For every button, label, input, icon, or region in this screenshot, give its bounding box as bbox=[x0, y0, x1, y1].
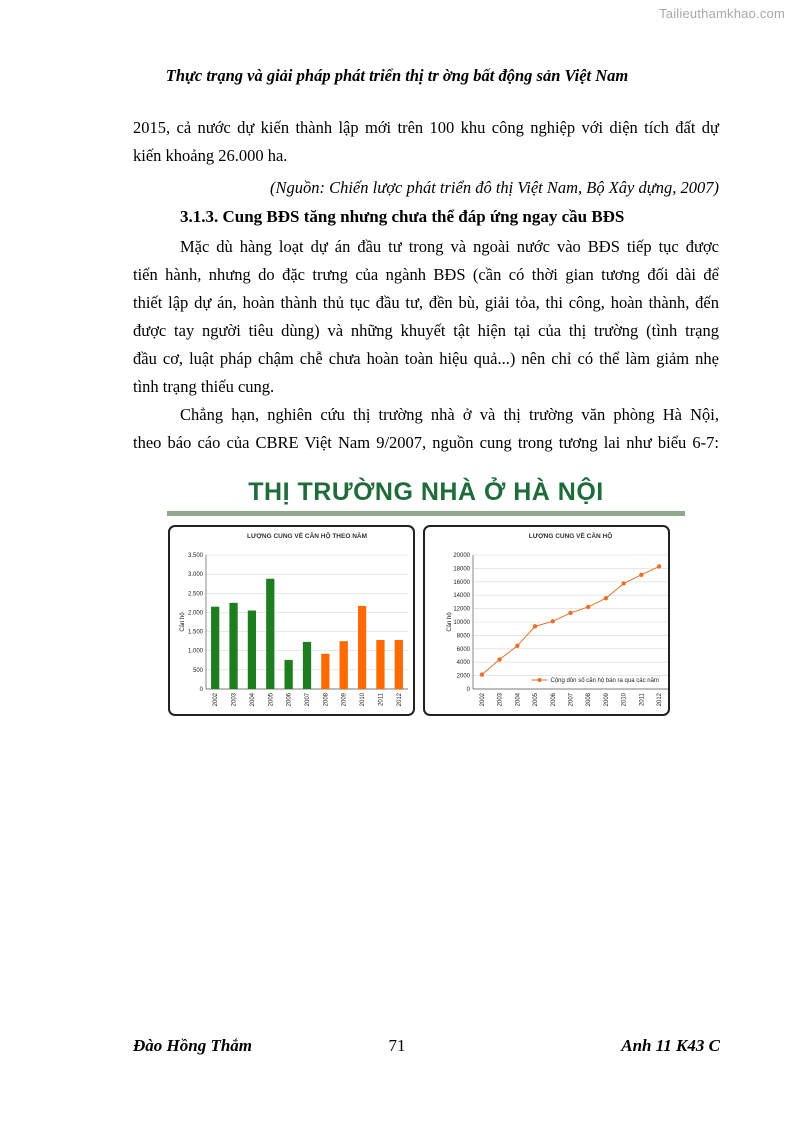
x-tick-label: 2011 bbox=[639, 693, 646, 706]
data-point bbox=[480, 672, 484, 676]
footer-class: Anh 11 K43 C bbox=[621, 1036, 720, 1055]
x-tick-label: 2008 bbox=[586, 693, 593, 707]
y-tick-label: 2.000 bbox=[187, 610, 203, 617]
x-tick-label: 2004 bbox=[515, 693, 522, 707]
x-tick-label: 2006 bbox=[550, 693, 557, 707]
x-tick-label: 2011 bbox=[378, 693, 385, 706]
data-point bbox=[604, 596, 608, 600]
x-tick-label: 2002 bbox=[479, 693, 486, 707]
x-tick-label: 2004 bbox=[249, 693, 256, 707]
footer-author: Đào Hồng Thắm bbox=[133, 1036, 253, 1055]
paragraph-1-line-2: kiến khoảng 26.000 ha. bbox=[133, 146, 288, 165]
bar bbox=[321, 654, 329, 689]
y-tick-label: 1.000 bbox=[187, 648, 203, 655]
x-tick-label: 2012 bbox=[657, 693, 664, 707]
x-tick-label: 2009 bbox=[341, 693, 348, 707]
x-tick-label: 2003 bbox=[497, 693, 504, 707]
figure-title: THỊ TRƯỜNG NHÀ Ở HÀ NỘI bbox=[248, 478, 604, 506]
watermark: Tailieuthamkhao.com bbox=[659, 6, 785, 21]
data-point bbox=[515, 644, 519, 648]
chart-title: LƯỢNG CUNG VỀ CĂN HỘ THEO NĂM bbox=[247, 533, 367, 540]
x-tick-label: 2010 bbox=[360, 693, 367, 707]
section-heading: 3.1.3. Cung BĐS tăng nhưng chưa thể đáp ứng ngay cầu BĐS bbox=[180, 207, 625, 226]
legend-swatch-marker bbox=[538, 678, 542, 682]
y-tick-label: 12000 bbox=[453, 606, 470, 613]
series-line bbox=[482, 566, 659, 674]
bar bbox=[248, 611, 256, 689]
data-point bbox=[533, 624, 537, 628]
bar bbox=[358, 606, 366, 689]
line-chart bbox=[425, 527, 668, 714]
paragraph-2-line-1: Mặc dù hàng loạt dự án đầu tư trong và ngoài nước vào BĐS tiếp tục được bbox=[180, 237, 719, 256]
bar bbox=[229, 603, 237, 689]
bar bbox=[395, 640, 403, 689]
legend-label: Cộng dồn số căn hộ bán ra qua các năm bbox=[550, 678, 659, 684]
paragraph-2-line-5: đầu cơ, luật pháp chậm chễ chưa hoàn toàn hiệu quả...) nên chỉ có thể làm giảm nhẹ bbox=[133, 349, 719, 368]
data-point bbox=[657, 564, 661, 568]
bar bbox=[303, 642, 311, 689]
bar bbox=[285, 660, 293, 689]
bar bbox=[376, 640, 384, 689]
x-tick-label: 2007 bbox=[568, 693, 575, 707]
y-tick-label: 16000 bbox=[453, 579, 470, 586]
y-tick-label: 0 bbox=[199, 687, 203, 693]
data-point bbox=[551, 619, 555, 623]
data-point bbox=[497, 657, 501, 661]
y-tick-label: 3.000 bbox=[187, 572, 203, 579]
paragraph-2-line-3: thiết lập dự án, hoàn thành thủ tục đầu tư, đền bù, giải tỏa, thi công, hoàn thành, đến bbox=[133, 293, 719, 312]
bar-chart-panel bbox=[168, 525, 415, 716]
bar bbox=[340, 641, 348, 689]
bar bbox=[211, 607, 219, 689]
figure-title-rule bbox=[167, 511, 685, 516]
x-tick-label: 2002 bbox=[213, 693, 220, 707]
y-axis-label: Căn hộ bbox=[180, 612, 186, 632]
x-tick-label: 2006 bbox=[286, 693, 293, 707]
x-tick-label: 2010 bbox=[621, 693, 628, 707]
chart-title: LƯỢNG CUNG VỀ CĂN HỘ bbox=[528, 533, 613, 540]
y-tick-label: 6000 bbox=[456, 646, 470, 653]
y-tick-label: 500 bbox=[192, 667, 203, 674]
data-point bbox=[639, 573, 643, 577]
y-tick-label: 2000 bbox=[456, 673, 470, 680]
x-tick-label: 2008 bbox=[323, 693, 330, 707]
y-tick-label: 2.500 bbox=[187, 591, 203, 598]
line-chart-panel bbox=[423, 525, 670, 716]
y-tick-label: 14000 bbox=[453, 593, 470, 600]
y-tick-label: 0 bbox=[466, 687, 470, 693]
x-tick-label: 2007 bbox=[305, 693, 311, 707]
page-number: 71 bbox=[388, 1036, 406, 1055]
x-tick-label: 2012 bbox=[396, 693, 403, 707]
y-tick-label: 3.500 bbox=[187, 553, 203, 559]
paragraph-3-line-1: Chẳng hạn, nghiên cứu thị trường nhà ở và thị trường văn phòng Hà Nội, bbox=[180, 405, 719, 424]
y-tick-label: 4000 bbox=[456, 660, 470, 667]
running-header: Thực trạng và giải pháp phát triển thị tr ờng bất động sản Việt Nam bbox=[165, 66, 629, 85]
y-tick-label: 10000 bbox=[453, 620, 470, 626]
bar bbox=[266, 579, 274, 689]
y-axis-label: Căn hộ bbox=[447, 612, 453, 632]
paragraph-1-line-1: 2015, cả nước dự kiến thành lập mới trên 100 khu công nghiệp với diện tích đất dự bbox=[133, 118, 719, 137]
paragraph-2-line-6: tình trạng thiếu cung. bbox=[133, 377, 275, 396]
x-tick-label: 2005 bbox=[268, 693, 275, 707]
x-tick-label: 2003 bbox=[231, 693, 238, 707]
y-tick-label: 8000 bbox=[456, 633, 470, 640]
source-citation: (Nguồn: Chiến lược phát triển đô thị Việt Nam, Bộ Xây dựng, 2007) bbox=[269, 178, 719, 197]
paragraph-2-line-4: được tay người tiêu dùng) và những khuyết tật hiện tại của thị trường (tình trạng bbox=[133, 321, 719, 340]
data-point bbox=[568, 611, 572, 615]
y-tick-label: 1.500 bbox=[187, 629, 203, 636]
data-point bbox=[621, 581, 625, 585]
data-point bbox=[586, 605, 590, 609]
x-tick-label: 2009 bbox=[603, 693, 610, 707]
y-tick-label: 18000 bbox=[453, 566, 470, 573]
paragraph-3-line-2: theo báo cáo của CBRE Việt Nam 9/2007, nguồn cung trong tương lai như biểu 6-7: bbox=[133, 433, 719, 452]
bar-chart bbox=[170, 527, 413, 714]
x-tick-label: 2005 bbox=[533, 693, 540, 707]
y-tick-label: 20000 bbox=[453, 553, 470, 559]
paragraph-2-line-2: tiến hành, nhưng do đặc trưng của ngành BĐS (cần có thời gian tương đối dài để bbox=[133, 265, 719, 284]
